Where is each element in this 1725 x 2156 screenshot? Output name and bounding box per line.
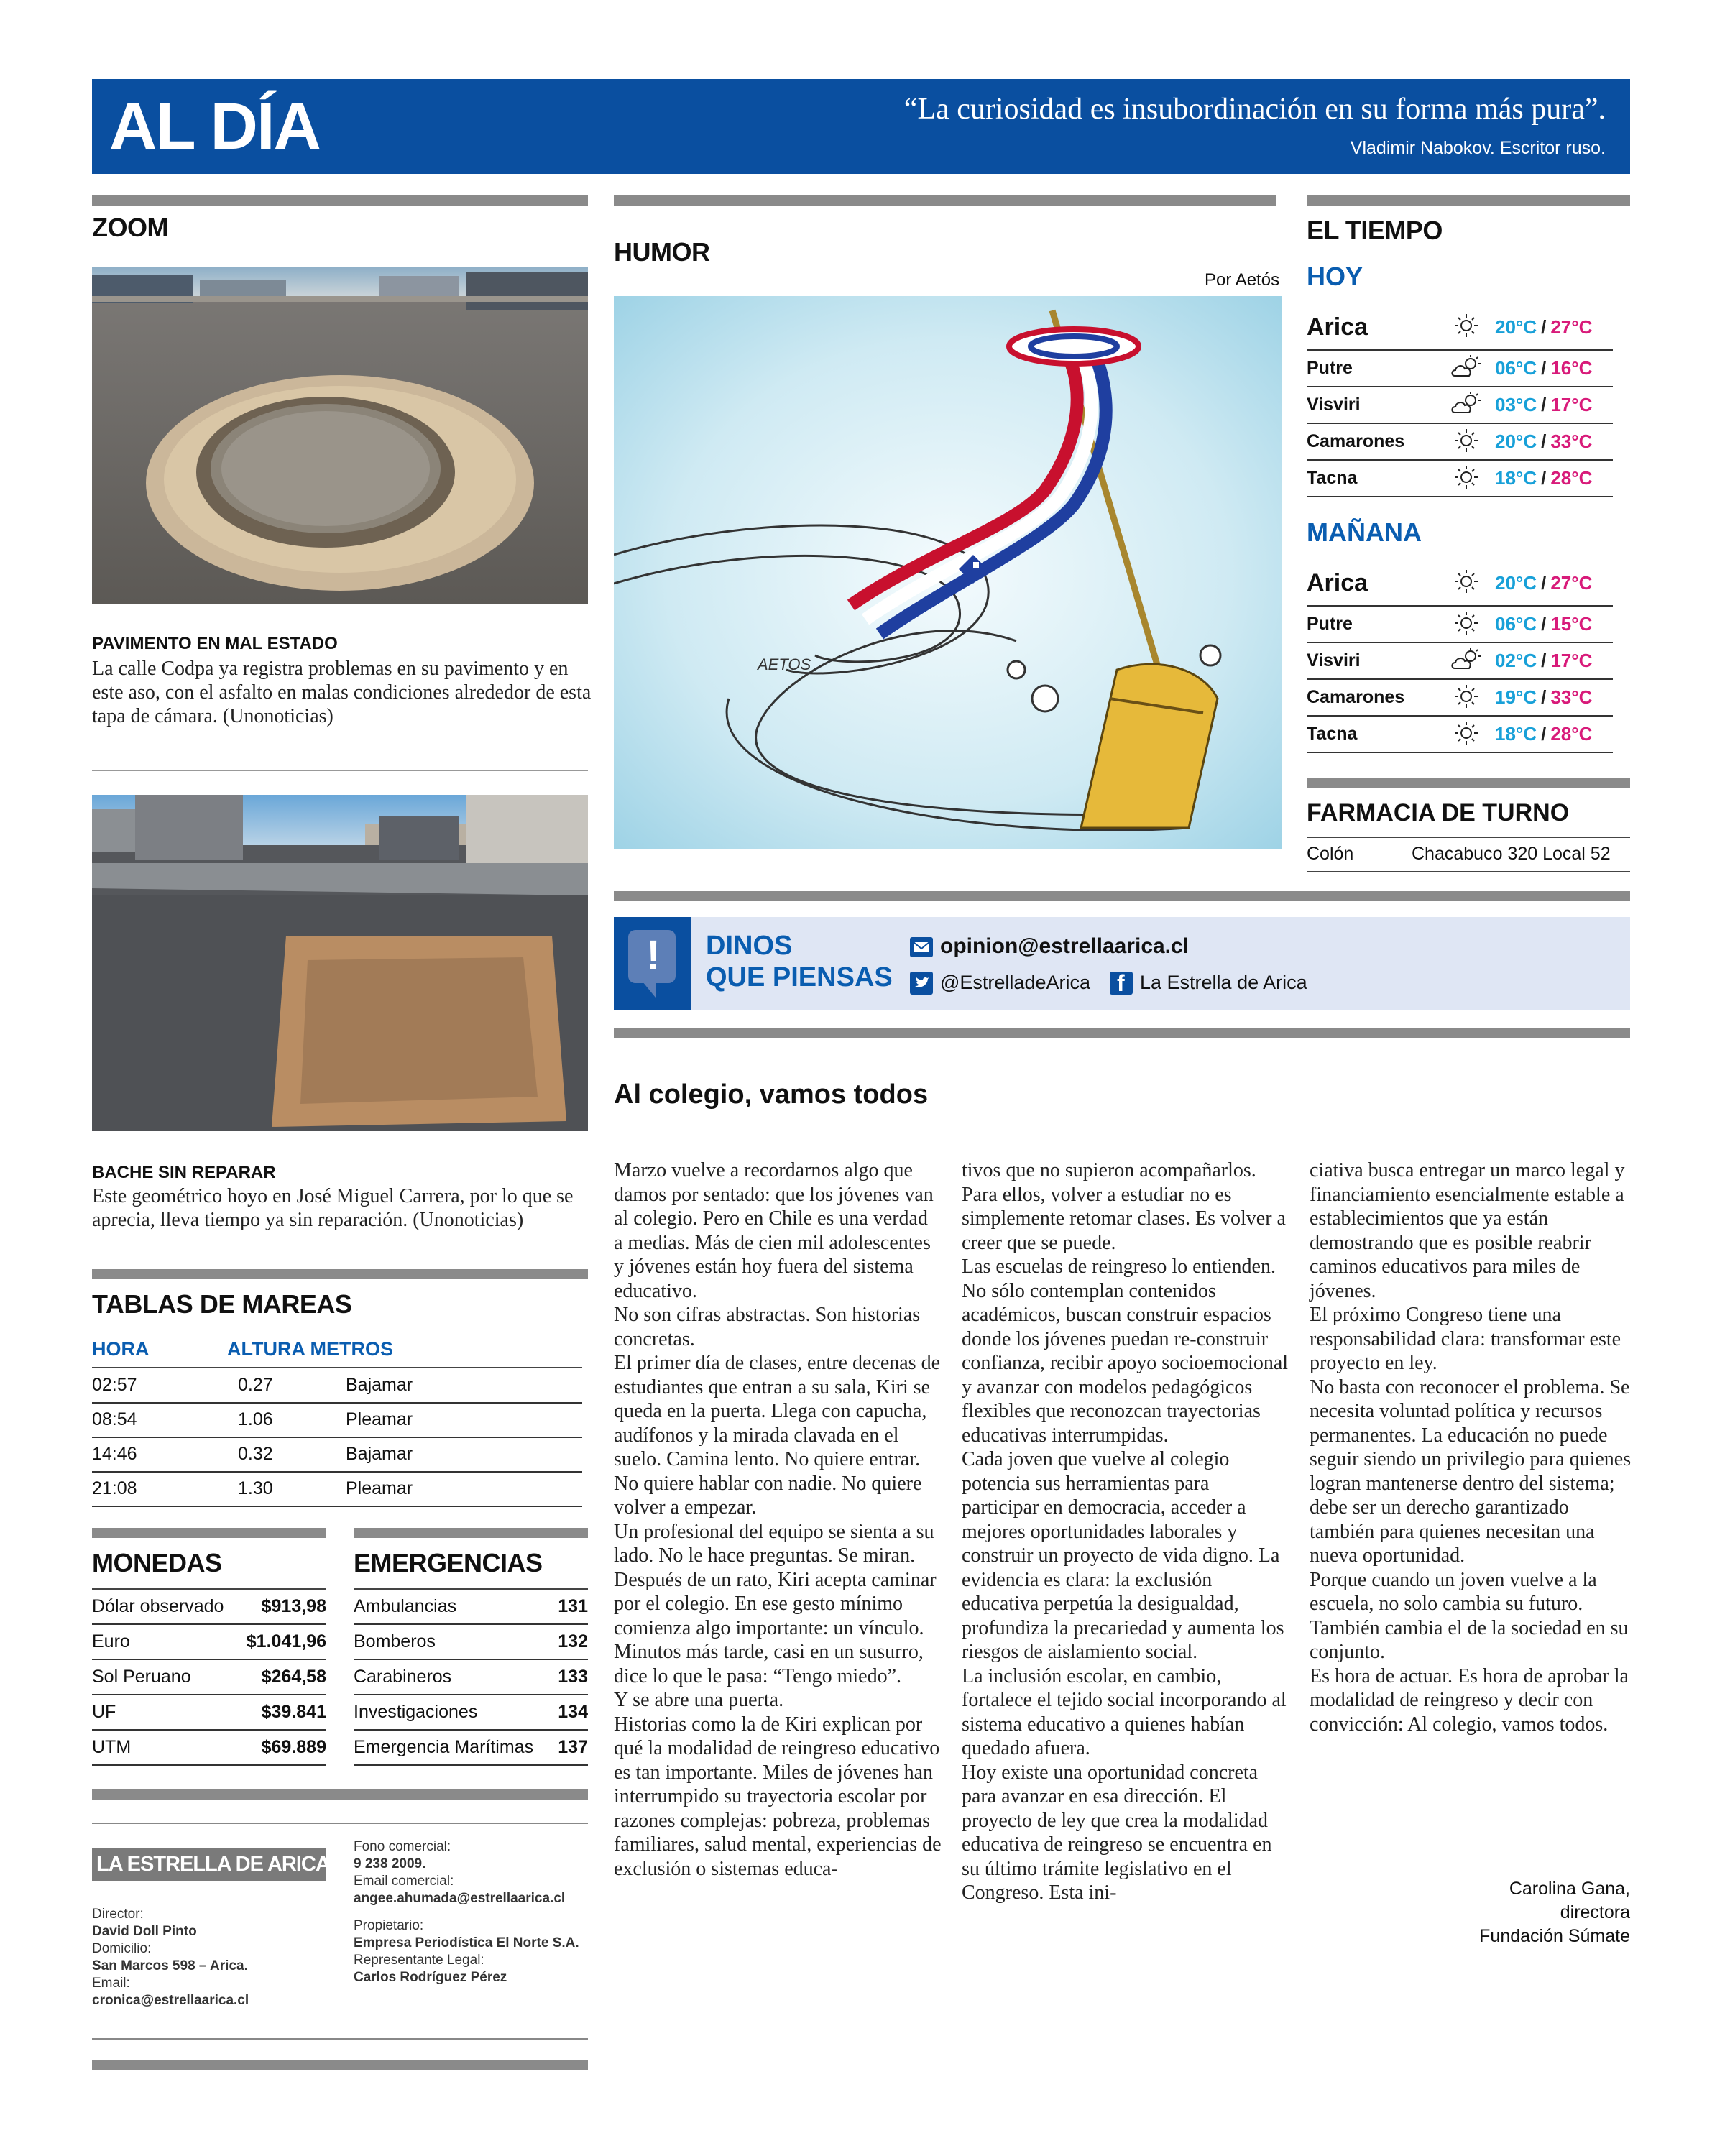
weather-city: Arica: [1307, 568, 1368, 596]
divider: [1307, 195, 1630, 206]
weather-row: [1307, 643, 1613, 680]
weather-min: 18°C: [1495, 723, 1537, 745]
tide-height: 0.27: [238, 1375, 273, 1395]
currency-value: $39.841: [261, 1702, 326, 1722]
pharmacy-address: Chacabuco 320 Local 52: [1412, 844, 1611, 864]
weather-separator: /: [1541, 650, 1547, 671]
pharmacy-name: Colón: [1307, 844, 1354, 864]
currency-value: $264,58: [261, 1667, 326, 1687]
currencies-title: MONEDAS: [92, 1548, 222, 1577]
paragraph: Las escuelas de reingreso lo entienden. No sólo contemplan contenidos académicos, buscan construir espacios donde los jóvenes puedan re-construir confianza, recibir apoyo socioemocional y avanzar con modelos pedagógicos flexibles que reconozcan trayectorias educativas interrumpidas.: [962, 1256, 1289, 1447]
sun-icon: [1450, 428, 1486, 456]
weather-max: 17°C: [1550, 394, 1593, 415]
weather-separator: /: [1541, 357, 1547, 379]
weather-row: [1307, 351, 1613, 387]
caption-title: PAVIMENTO EN MAL ESTADO: [92, 634, 338, 653]
tides-hour-header: HORA: [92, 1338, 150, 1360]
weather-separator: /: [1541, 430, 1547, 452]
director-name: David Doll Pinto: [92, 1924, 197, 1939]
weather-max: 33°C: [1550, 686, 1593, 708]
speech-bubble-icon: [614, 917, 691, 1010]
partly-cloudy-icon: [1450, 354, 1486, 383]
weather-title: EL TIEMPO: [1307, 216, 1443, 245]
newspaper-logo: [92, 1848, 330, 1881]
divider: [92, 1789, 588, 1800]
weather-separator: /: [1541, 467, 1547, 489]
article-column-2: [962, 1158, 1289, 1905]
weather-row: [1307, 424, 1613, 461]
paragraph: Un profesional del equipo se sienta a su lado. No le hace preguntas. Se miran. Después de un rato, Kiri acepta caminar por el colegio. En ese gesto mínimo comienza algo importante: un vínculo. Minutos más tarde, casi en un susurro, dice lo que le pasa: “Tengo miedo”.: [614, 1520, 937, 1687]
divider: [1307, 778, 1630, 788]
paragraph: Es hora de actuar. Es hora de aprobar la modalidad de reingreso y decir con convicción: Al colegio, vamos todos.: [1310, 1664, 1629, 1736]
weather-today-label: HOY: [1307, 262, 1363, 291]
weather-city: Putre: [1307, 358, 1353, 378]
emergency-number: 131: [558, 1596, 588, 1616]
sun-icon: [1450, 313, 1486, 341]
owner-label: Propietario:: [354, 1918, 424, 1933]
emergency-row: [354, 1590, 588, 1625]
weather-row: [1307, 387, 1613, 424]
divider: [92, 770, 588, 771]
owner: Empresa Periodística El Norte S.A.: [354, 1935, 579, 1950]
weather-max: 27°C: [1550, 571, 1593, 594]
legal-representative: Carlos Rodríguez Pérez: [354, 1970, 507, 1985]
legal-label: Representante Legal:: [354, 1953, 484, 1968]
facebook-page[interactable]: La Estrella de Arica: [1140, 972, 1307, 993]
paragraph: El próximo Congreso tiene una responsabilidad clara: transformar este proyecto en ley.: [1310, 1304, 1622, 1374]
address-label: Domicilio:: [92, 1941, 152, 1956]
currency-value: $913,98: [261, 1596, 326, 1616]
sun-icon: [1450, 568, 1486, 597]
paragraph: Y se abre una puerta.: [614, 1689, 784, 1711]
emergency-name: Bomberos: [354, 1631, 436, 1651]
paragraph: Hoy existe una oportunidad concreta para avanzar en esa dirección. El proyecto de ley que crea la modalidad educativa de reingreso se encuentra en su último trámite legislativo en el Congreso. Esta ini-: [962, 1761, 1272, 1904]
weather-city: Arica: [1307, 313, 1368, 341]
paragraph: No basta con reconocer el problema. Se necesita voluntad política y recursos permanentes. La educación no puede seguir siendo un privilegio para quienes logran mantenerse dentro del sistema; debe ser un derecho garantizado también para quienes necesitan una nueva oportunidad.: [1310, 1376, 1632, 1567]
paragraph: tivos que no supieron acompañarlos.: [962, 1159, 1256, 1181]
humor-cartoon: [614, 296, 1282, 849]
mail-icon: [910, 937, 933, 957]
currency-row: [92, 1695, 326, 1731]
weather-city: Tacna: [1307, 724, 1358, 744]
director-label: Director:: [92, 1907, 144, 1922]
tide-row: [92, 1368, 582, 1404]
divider: [1307, 871, 1630, 872]
divider: [1307, 837, 1630, 838]
author-name: Carolina Gana,: [1509, 1879, 1630, 1899]
tide-height: 0.32: [238, 1444, 273, 1464]
weather-city: Visviri: [1307, 395, 1361, 415]
partly-cloudy-icon: [1450, 391, 1486, 420]
divider: [614, 1028, 1630, 1038]
paragraph: ciativa busca entregar un marco legal y financiamiento esencialmente estable a establecimientos que ya están demostrando que es posible reabrir caminos educativos para miles de jóvenes.: [1310, 1159, 1625, 1302]
emergency-number: 137: [558, 1737, 588, 1757]
partly-cloudy-icon: [1450, 647, 1486, 676]
emergency-name: Emergencia Marítimas: [354, 1737, 534, 1757]
weather-min: 02°C: [1495, 650, 1537, 671]
divider: [354, 1528, 588, 1538]
commercial-email: angee.ahumada@estrellaarica.cl: [354, 1891, 566, 1906]
headline-line2: QUE PIENSAS: [706, 962, 893, 992]
weather-row: [1307, 607, 1613, 643]
headline-line1: DINOS: [706, 931, 793, 961]
quote-author: Vladimir Nabokov. Escritor ruso.: [1350, 138, 1606, 158]
weather-max: 28°C: [1550, 467, 1593, 489]
emergency-name: Carabineros: [354, 1667, 452, 1687]
email-label: Email:: [92, 1976, 130, 1991]
weather-row: [1307, 561, 1613, 607]
paragraph: Historias como la de Kiri explican por qué la modalidad de reingreso educativo es tan importante. Miles de jóvenes han interrumpido su trayectoria escolar por razones complejas: pobreza, problemas familiares, salud mental, experiencias de exclusión o sistemas educa-: [614, 1713, 942, 1880]
weather-row: [1307, 680, 1613, 717]
currency-row: [92, 1625, 326, 1660]
tide-height: 1.30: [238, 1478, 273, 1498]
tide-height: 1.06: [238, 1409, 273, 1429]
tide-row: [92, 1437, 582, 1473]
emergency-name: Investigaciones: [354, 1702, 478, 1722]
currency-row: [92, 1731, 326, 1766]
weather-separator: /: [1541, 613, 1547, 635]
article-column-3: [1310, 1158, 1633, 1736]
currency-row: [92, 1660, 326, 1695]
weather-separator: /: [1541, 315, 1547, 338]
author-role: directora: [1560, 1902, 1630, 1922]
tide-type: Bajamar: [346, 1375, 413, 1395]
facebook-icon: f: [1110, 972, 1133, 995]
masthead-left: [92, 1906, 249, 2009]
divider: [92, 1528, 326, 1538]
tide-hour: 02:57: [92, 1375, 137, 1395]
weather-min: 20°C: [1495, 315, 1537, 338]
weather-row: [1307, 305, 1613, 351]
currency-name: Euro: [92, 1631, 130, 1651]
emergency-row: [354, 1695, 588, 1731]
twitter-handle[interactable]: @EstrelladeArica: [940, 972, 1090, 993]
paragraph: Cada joven que vuelve al colegio potencia sus herramientas para participar en democracia, acceder a mejores oportunidades laborales y construir un proyecto de vida digno. La evidencia es clara: la exclusión educativa perpetúa la desigualdad, profundiza la precariedad y aumenta los riesgos de aislamiento social.: [962, 1448, 1284, 1663]
section-name: AL DÍA: [109, 90, 320, 163]
weather-city: Tacna: [1307, 468, 1358, 488]
tide-hour: 08:54: [92, 1409, 137, 1429]
author-org: Fundación Súmate: [1479, 1926, 1630, 1946]
currency-name: UF: [92, 1702, 116, 1722]
currency-name: UTM: [92, 1737, 132, 1757]
weather-separator: /: [1541, 723, 1547, 745]
divider: [92, 2060, 588, 2070]
sun-icon: [1450, 720, 1486, 749]
divider: [614, 891, 1630, 901]
weather-city: Putre: [1307, 614, 1353, 634]
tide-row: [92, 1472, 582, 1507]
emergency-number: 134: [558, 1702, 588, 1722]
divider: [92, 195, 588, 206]
logo-text: LA ESTRELLA DE ARICA: [96, 1853, 330, 1876]
zoom-title: ZOOM: [92, 213, 168, 242]
tide-type: Pleamar: [346, 1478, 413, 1498]
tide-row: [92, 1403, 582, 1438]
currency-value: $69.889: [261, 1737, 326, 1757]
divider: [92, 1823, 588, 1824]
paragraph: No son cifras abstractas. Son historias concretas.: [614, 1304, 921, 1350]
weather-max: 33°C: [1550, 430, 1593, 452]
cartoon-credit: Por Aetós: [1205, 270, 1280, 290]
article-title: Al colegio, vamos todos: [614, 1079, 929, 1110]
divider: [92, 2038, 588, 2040]
weather-min: 19°C: [1495, 686, 1537, 708]
weather-min: 18°C: [1495, 467, 1537, 489]
pothole-photo: [92, 795, 588, 1131]
weather-city: Visviri: [1307, 650, 1361, 671]
weather-min: 06°C: [1495, 357, 1537, 379]
currency-name: Sol Peruano: [92, 1667, 191, 1687]
article-column-1: [614, 1158, 942, 1881]
article-signature: [1479, 1877, 1630, 1948]
emergency-number: 132: [558, 1631, 588, 1651]
paragraph: Marzo vuelve a recordarnos algo que damos por sentado: que los jóvenes van al colegio. Pero en Chile es una verdad a medias. Más de cien mil adolescentes y jóvenes están hoy fuera del sistema educativo.: [614, 1159, 934, 1302]
contact-headline: [706, 930, 893, 993]
paragraph: La inclusión escolar, en cambio, fortalece el tejido social incorporando al sistema educativo a quienes habían quedado afuera.: [962, 1664, 1287, 1759]
address: San Marcos 598 – Arica.: [92, 1958, 248, 1973]
emergency-row: [354, 1731, 588, 1766]
weather-max: 15°C: [1550, 613, 1593, 635]
manhole-photo: [92, 267, 588, 604]
tide-type: Bajamar: [346, 1444, 413, 1464]
sun-icon: [1450, 464, 1486, 493]
exclamation-mark: !: [646, 932, 661, 979]
currency-row: [92, 1590, 326, 1625]
divider: [92, 1269, 588, 1279]
emergency-name: Ambulancias: [354, 1596, 457, 1616]
weather-min: 20°C: [1495, 430, 1537, 452]
emergency-row: [354, 1625, 588, 1660]
header-quote: “La curiosidad es insubordinación en su forma más pura”.: [903, 93, 1606, 126]
weather-max: 27°C: [1550, 315, 1593, 338]
commercial-email-label: Email comercial:: [354, 1874, 454, 1889]
paragraph: Para ellos, volver a estudiar no es simplemente retomar clases. Es volver a creer que se puede.: [962, 1183, 1286, 1254]
contact-box: [614, 917, 1630, 1010]
weather-separator: /: [1541, 394, 1547, 415]
tide-hour: 14:46: [92, 1444, 137, 1464]
paragraph: Porque cuando un joven vuelve a la escuela, no solo cambia su futuro. También cambia el de la sociedad en su conjunto.: [1310, 1568, 1629, 1663]
pharmacy-title: FARMACIA DE TURNO: [1307, 799, 1570, 826]
weather-max: 16°C: [1550, 357, 1593, 379]
emergencies-title: EMERGENCIAS: [354, 1548, 543, 1577]
divider: [614, 195, 1276, 206]
currency-value: $1.041,96: [246, 1631, 326, 1651]
weather-min: 06°C: [1495, 613, 1537, 635]
tides-height-header: ALTURA METROS: [227, 1338, 393, 1360]
weather-tomorrow-label: MAÑANA: [1307, 517, 1422, 547]
weather-separator: /: [1541, 686, 1547, 708]
weather-row: [1307, 461, 1613, 497]
email: cronica@estrellaarica.cl: [92, 1993, 249, 2008]
emergency-row: [354, 1660, 588, 1695]
emergency-number: 133: [558, 1667, 588, 1687]
weather-city: Camarones: [1307, 431, 1405, 451]
caption-title: BACHE SIN REPARAR: [92, 1163, 276, 1182]
weather-min: 03°C: [1495, 394, 1537, 415]
sun-icon: [1450, 610, 1486, 639]
masthead-right: [354, 1838, 579, 1986]
twitter-icon: [910, 972, 933, 995]
tide-type: Pleamar: [346, 1409, 413, 1429]
paragraph: El primer día de clases, entre decenas de estudiantes que entran a su sala, Kiri se queda en la puerta. Llega con capucha, audífonos y la mirada clavada en el suelo. Camina lento. No quiere entrar. No quiere hablar con nadie. No quiere volver a empezar.: [614, 1352, 941, 1519]
tides-title: TABLAS DE MAREAS: [92, 1289, 352, 1319]
phone: 9 238 2009.: [354, 1856, 426, 1871]
weather-city: Camarones: [1307, 687, 1405, 707]
sun-icon: [1450, 683, 1486, 712]
currency-name: Dólar observado: [92, 1596, 224, 1616]
section-header: [92, 79, 1630, 174]
weather-row: [1307, 717, 1613, 753]
cartoon-signature: AETOS: [758, 655, 811, 673]
caption-text: Este geométrico hoyo en José Miguel Carrera, por lo que se aprecia, lleva tiempo ya sin reparación. (Unonoticias): [92, 1185, 574, 1231]
phone-label: Fono comercial:: [354, 1839, 451, 1854]
weather-max: 28°C: [1550, 723, 1593, 745]
weather-max: 17°C: [1550, 650, 1593, 671]
humor-title: HUMOR: [614, 237, 710, 267]
weather-min: 20°C: [1495, 571, 1537, 594]
contact-email[interactable]: opinion@estrellaarica.cl: [940, 934, 1190, 958]
tide-hour: 21:08: [92, 1478, 137, 1498]
caption-text: La calle Codpa ya registra problemas en su pavimento y en este aso, con el asfalto en malas condiciones alrededor de esta tapa de cámara. (Unonoticias): [92, 658, 592, 727]
weather-separator: /: [1541, 571, 1547, 594]
